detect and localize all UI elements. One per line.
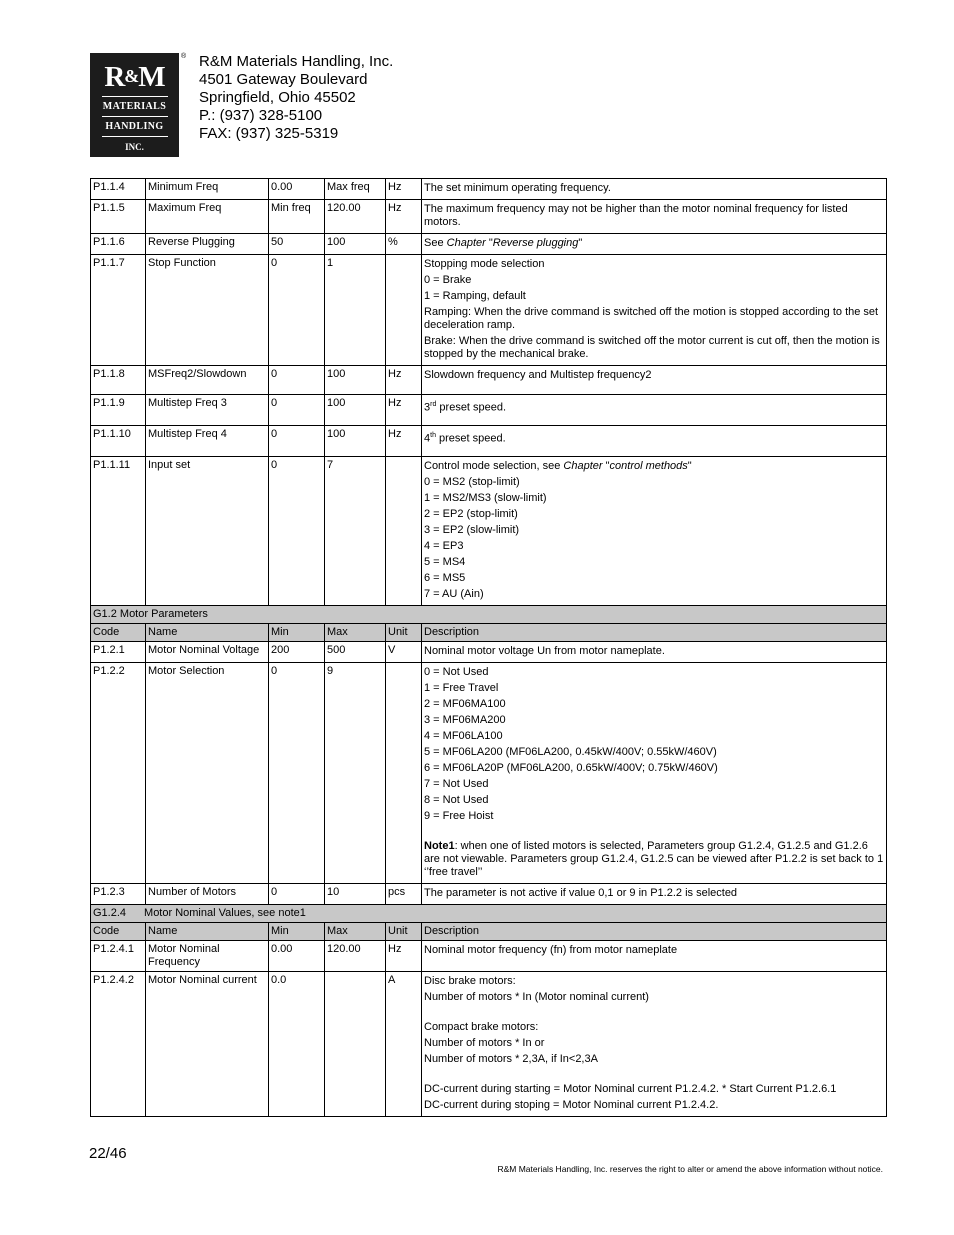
cell-name: Reverse Plugging [146, 234, 269, 255]
cell-unit: Hz [386, 941, 422, 972]
table-row [91, 234, 887, 255]
cell-description [422, 234, 887, 255]
desc-line: Number of motors * In (Motor nominal current) [424, 991, 649, 1003]
header-min: Min [269, 624, 325, 642]
cell-code: P1.2.4.1 [91, 941, 146, 972]
cell-unit: Hz [386, 200, 422, 234]
desc-line: DC-current during stoping = Motor Nominal current P1.2.4.2. [424, 1099, 719, 1111]
cell-max: 100 [325, 366, 386, 395]
header-description: Description [422, 624, 887, 642]
table-row [91, 884, 887, 905]
cell-name: MSFreq2/Slowdown [146, 366, 269, 395]
cell-code: P1.1.11 [91, 457, 146, 606]
desc-line: Nominal motor voltage Un from motor nameplate. [424, 645, 665, 657]
registered-mark: ® [181, 53, 187, 60]
cell-code: P1.2.3 [91, 884, 146, 905]
company-address [199, 53, 393, 143]
desc-line: Disc brake motors: [424, 975, 516, 987]
desc-line: Compact brake motors: [424, 1021, 539, 1033]
desc-line: 8 = Not Used [424, 794, 489, 806]
desc-line: 3rd preset speed. [424, 401, 507, 414]
company-fax: FAX: (937) 325-5319 [199, 125, 339, 142]
cell-code: P1.1.9 [91, 395, 146, 426]
cell-max: 9 [325, 663, 386, 884]
cell-description [422, 457, 887, 606]
cell-unit: % [386, 234, 422, 255]
cell-name: Motor Nominal current [146, 972, 269, 1117]
cell-unit: A [386, 972, 422, 1117]
desc-line: Slowdown frequency and Multistep frequency2 [424, 369, 652, 381]
desc-line: The maximum frequency may not be higher than the motor nominal frequency for listed motors. [424, 203, 848, 228]
parameter-table [90, 178, 887, 1117]
cell-max [325, 972, 386, 1117]
cell-description [422, 255, 887, 366]
page-number: 22/46 [89, 1145, 127, 1162]
note-label: Note1 [424, 840, 455, 852]
cell-code: P1.1.5 [91, 200, 146, 234]
desc-line: The parameter is not active if value 0,1 or 9 in P1.2.2 is selected [424, 887, 738, 899]
cell-max: Max freq [325, 179, 386, 200]
header-min: Min [269, 923, 325, 941]
logo-m: M [138, 61, 165, 93]
cell-unit: Hz [386, 426, 422, 457]
logo-amp: & [124, 66, 139, 86]
cell-min: 50 [269, 234, 325, 255]
desc-line: 2 = EP2 (stop-limit) [424, 508, 518, 520]
header-name: Name [146, 923, 269, 941]
cell-description [422, 366, 887, 395]
cell-max: 120.00 [325, 200, 386, 234]
cell-unit [386, 255, 422, 366]
table-row [91, 941, 887, 972]
cell-code: P1.2.1 [91, 642, 146, 663]
desc-line: Nominal motor frequency (fn) from motor nameplate [424, 944, 678, 956]
company-city: Springfield, Ohio 45502 [199, 89, 356, 106]
cell-code: P1.1.4 [91, 179, 146, 200]
desc-line: Stopping mode selection [424, 258, 545, 270]
company-street: 4501 Gateway Boulevard [199, 71, 368, 88]
header-unit: Unit [386, 923, 422, 941]
desc-line: 7 = AU (Ain) [424, 588, 484, 600]
desc-line: See Chapter "Reverse plugging" [424, 237, 583, 249]
cell-min: 0 [269, 366, 325, 395]
header-description: Description [422, 923, 887, 941]
cell-description [422, 395, 887, 426]
cell-description [422, 200, 887, 234]
cell-name: Input set [146, 457, 269, 606]
cell-unit: Hz [386, 179, 422, 200]
cell-unit: Hz [386, 366, 422, 395]
cell-min: 0.0 [269, 972, 325, 1117]
desc-line: 5 = MS4 [424, 556, 466, 568]
cell-description [422, 884, 887, 905]
cell-min: 0 [269, 884, 325, 905]
header-max: Max [325, 624, 386, 642]
desc-line: 5 = MF06LA200 (MF06LA200, 0.45kW/400V; 0.55kW/460V) [424, 746, 717, 758]
cell-min: 200 [269, 642, 325, 663]
cell-min: 0 [269, 395, 325, 426]
desc-line: 6 = MS5 [424, 572, 466, 584]
table-row [91, 972, 887, 1117]
company-phone: P.: (937) 328-5100 [199, 107, 323, 124]
cell-max: 500 [325, 642, 386, 663]
desc-line: 4 = EP3 [424, 540, 464, 552]
cell-min: 0 [269, 255, 325, 366]
table-row [91, 457, 887, 606]
group-header-row [91, 606, 887, 624]
group-title: Motor Nominal Values, see note1 [144, 907, 306, 919]
cell-description [422, 642, 887, 663]
cell-unit: pcs [386, 884, 422, 905]
logo-line4: INC. [125, 142, 144, 152]
cell-name: Stop Function [146, 255, 269, 366]
cell-min: Min freq [269, 200, 325, 234]
cell-max: 100 [325, 234, 386, 255]
desc-line: Number of motors * In or [424, 1037, 545, 1049]
desc-line: 3 = MF06MA200 [424, 714, 506, 726]
cell-name: Minimum Freq [146, 179, 269, 200]
cell-code: P1.2.4.2 [91, 972, 146, 1117]
desc-line: 1 = MS2/MS3 (slow-limit) [424, 492, 547, 504]
cell-max: 120.00 [325, 941, 386, 972]
cell-unit: Hz [386, 395, 422, 426]
cell-min: 0.00 [269, 941, 325, 972]
cell-unit [386, 663, 422, 884]
cell-name: Maximum Freq [146, 200, 269, 234]
cell-min: 0 [269, 426, 325, 457]
column-header-row [91, 923, 887, 941]
cell-code: P1.1.8 [91, 366, 146, 395]
cell-description [422, 941, 887, 972]
desc-line: 0 = Brake [424, 274, 472, 286]
logo-line2: MATERIALS [102, 101, 167, 112]
cell-unit [386, 457, 422, 606]
desc-line: 9 = Free Hoist [424, 810, 494, 822]
column-header-row [91, 624, 887, 642]
note-text: : when one of listed motors is selected, Parameters group G1.2.4, G1.2.5 and G1.2.6 are not viewable. Parameters group G1.2.4, G1.2.5 can be viewed after P1.2.2 is set back to 1 ‘’free travel’’ [424, 840, 884, 878]
desc-line: Control mode selection, see Chapter "control methods" [424, 460, 692, 472]
footer-disclaimer: R&M Materials Handling, Inc. reserves the right to alter or amend the above information without notice. [497, 1164, 883, 1174]
desc-line: 0 = Not Used [424, 666, 489, 678]
cell-name: Motor Nominal Voltage [146, 642, 269, 663]
cell-name: Number of Motors [146, 884, 269, 905]
cell-max: 100 [325, 426, 386, 457]
desc-line: 2 = MF06MA100 [424, 698, 506, 710]
cell-code: P1.1.10 [91, 426, 146, 457]
group-header-row [91, 905, 887, 923]
table-row [91, 200, 887, 234]
logo-line3: HANDLING [105, 121, 164, 132]
cell-max: 7 [325, 457, 386, 606]
desc-line: Brake: When the drive command is switched off the motor current is cut off, then the motion is stopped by the mechanical brake. [424, 335, 880, 360]
company-logo [90, 53, 179, 157]
note [424, 839, 884, 881]
cell-name: Multistep Freq 4 [146, 426, 269, 457]
cell-description [422, 972, 887, 1117]
cell-name: Multistep Freq 3 [146, 395, 269, 426]
table-row [91, 426, 887, 457]
table-row [91, 642, 887, 663]
cell-description [422, 426, 887, 457]
cell-name: Motor Selection [146, 663, 269, 884]
desc-line: 4 = MF06LA100 [424, 730, 503, 742]
cell-min: 0 [269, 663, 325, 884]
group-title: G1.2 Motor Parameters [91, 606, 887, 624]
desc-line: 4th preset speed. [424, 432, 506, 445]
desc-line: 6 = MF06LA20P (MF06LA200, 0.65kW/400V; 0.75kW/460V) [424, 762, 718, 774]
desc-line: DC-current during starting = Motor Nominal current P1.2.4.2. * Start Current P1.2.6.1 [424, 1083, 837, 1095]
header-unit: Unit [386, 624, 422, 642]
table-row [91, 255, 887, 366]
cell-min: 0.00 [269, 179, 325, 200]
cell-code: P1.1.6 [91, 234, 146, 255]
cell-code: P1.2.2 [91, 663, 146, 884]
cell-description [422, 179, 887, 200]
logo-r: R [104, 61, 125, 93]
cell-max: 10 [325, 884, 386, 905]
table-row [91, 366, 887, 395]
cell-name: Motor Nominal Frequency [146, 941, 269, 972]
header-code: Code [91, 624, 146, 642]
cell-unit: V [386, 642, 422, 663]
cell-max: 100 [325, 395, 386, 426]
table-row [91, 663, 887, 884]
desc-line: The set minimum operating frequency. [424, 182, 611, 194]
table-row [91, 395, 887, 426]
cell-description [422, 663, 887, 884]
cell-max: 1 [325, 255, 386, 366]
desc-line: 7 = Not Used [424, 778, 489, 790]
header-max: Max [325, 923, 386, 941]
desc-line: 3 = EP2 (slow-limit) [424, 524, 520, 536]
desc-line: 1 = Free Travel [424, 682, 499, 694]
desc-line: 0 = MS2 (stop-limit) [424, 476, 520, 488]
table-row [91, 179, 887, 200]
header-code: Code [91, 923, 146, 941]
group-code: G1.2.4 [93, 907, 127, 919]
header-name: Name [146, 624, 269, 642]
cell-min: 0 [269, 457, 325, 606]
desc-line: Ramping: When the drive command is switched off the motion is stopped according to the set deceleration ramp. [424, 306, 879, 331]
company-name: R&M Materials Handling, Inc. [199, 53, 394, 70]
desc-line: 1 = Ramping, default [424, 290, 526, 302]
cell-code: P1.1.7 [91, 255, 146, 366]
desc-line: Number of motors * 2,3A, if In<2,3A [424, 1053, 598, 1065]
